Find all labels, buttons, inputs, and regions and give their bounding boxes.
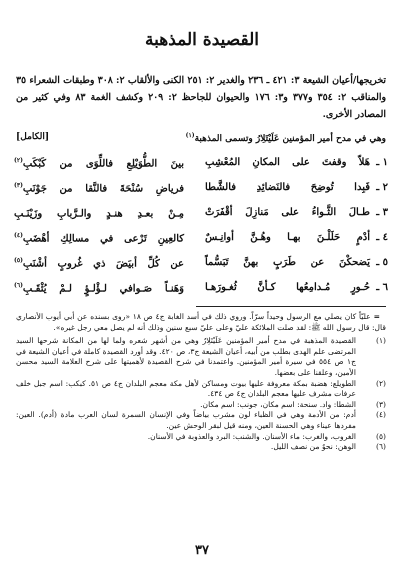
footnote — [16, 410, 386, 431]
footnote-text: الطويلع: هضبة بمكة معروفة عليها بيوت ومساكن لأهل مكة معجم البلدان ج٤ ص ٥١. كبكب: اسم جبل خلف عرفات مشرف عليها معجم البلدان ج٤ ص ٤٣٤. — [16, 378, 356, 399]
verse-number: ٣ ـ — [376, 207, 388, 218]
footnotes — [16, 312, 386, 453]
verse-number: ٤ ـ — [376, 232, 388, 243]
hemistich-text: عن كُلِّ أبيَضَ ذي غُروبٍ أشْنَبِ — [22, 258, 184, 270]
poem — [14, 155, 388, 305]
footnote-ref: (٣) — [14, 182, 23, 189]
footnote — [16, 379, 386, 400]
hemistich-text: وَهَنـاً صَـوافي لـؤْلـؤٍ لـمْ يُثْقَـبِ — [22, 283, 184, 295]
verse-first-hemistich: حُـورٍ مُـدامِعُها كـأنَّ ثُغـورَهـا — [205, 282, 370, 293]
verse — [14, 205, 388, 230]
footnote-number: (٦) — [375, 442, 386, 452]
verse-number: ٦ ـ — [376, 282, 388, 293]
poem-intro-row — [16, 132, 386, 148]
footnote-text: الشطا: واد. سنحة: اسم مكان، جونب: اسم مكان. — [200, 399, 356, 409]
footnote-ref: (٤) — [14, 232, 23, 239]
verse-first-hemistich: فَبِدا تُوضِحَ فالنَضائِدِ فالشَّطا — [205, 182, 370, 193]
footnote-text: الغروب، والغرب: ماء الأسنان. والشنب: البرد والعذوبة في الأسنان. — [147, 431, 356, 441]
footnote-number: (٣) — [375, 399, 386, 409]
hemistich-text: مِـنْ بعـدِ هنـدٍ والـرَّبابِ وزَيْنَـبِ — [14, 208, 184, 220]
poem-intro-text: وهي في مدح أمير المؤمنين عَلَيْتَلِارُ وتسمى المذهبة — [194, 134, 386, 144]
footnote-text: القصيدة المذهبة في مدح أمير المؤمنين عَلَيْتَلِارُ وهي من أشهر شعره ولما لها من المكانة شرحها السيد المرتضى علم الهدى بطلب من أبيه، أعيان الشيعة ج٣، ص ٤٢٠. وقد أورد القصيدة كاملة في أعيان الشيعة في ج١ ص ٥٥٤ في سيرة أمير المؤمنين. واعتمدنا في شرح القصيدة لأهميتها على شرح العلامة السيد محسن الأمين، وعلقنا على بعضها. — [16, 336, 356, 377]
verse-second-hemistich — [14, 157, 184, 169]
page-number: ٣٧ — [195, 543, 209, 558]
verse-second-hemistich — [14, 182, 184, 194]
poem-meter: [الكامل] — [16, 132, 50, 142]
verse-number: ٢ ـ — [376, 182, 388, 193]
footnote — [16, 432, 386, 443]
continuation-mark: = — [373, 312, 380, 321]
footnote-number: (٤) — [375, 410, 386, 420]
footnote — [16, 442, 386, 453]
verse-second-hemistich — [14, 207, 184, 219]
footnote-text: أدم: من الأدمة وهي في الظباء لون مشرب بياضاً وفي الإنسان السمرة لسان العرب مادة (أدم). العين: مفردها عيناء وهي الحسنة العين، ومنه قيل لبقر الوحش عين. — [16, 410, 356, 430]
hemistich-text: بينَ الطُّوَيْلِعِ فاللِّوَى من كَبْكَبِ — [22, 158, 184, 170]
hemistich-text: فرياضِ سُنْحَةَ فالنَّقا من جَوْنَبِ — [22, 183, 184, 195]
footnote-ref: (٦) — [14, 282, 23, 289]
footnote-ref: (١) — [185, 132, 195, 139]
footnote-text: الوهن: نحوٌ من نصف الليل. — [270, 442, 356, 452]
footnote-continuation — [16, 312, 386, 333]
verse-first-hemistich: أدْمٍ حَلَلْـنَ بهـا وهُـنَّ أوانِـسٌ — [205, 232, 370, 243]
verse — [14, 155, 388, 180]
footnote-divider — [196, 306, 386, 307]
sources-paragraph: تخريجها/أعيان الشيعة ٣: ٤٢١ ـ ٢٣٦ والغدير ٢: ٢٥١ الكنى والألقاب ٢: ٣٠٨ وطبقات الشعراء ٣٥ والمناقب ٢: ٣٥٤ و٣٧٧ و٣: ١٧٦ والحيوان للجاحظ ٢: ٢٠٩ وكشف الغمة ٨٣ وفي كثير من المصادر الأخرى. — [16, 75, 387, 120]
footnote-ref: (٥) — [14, 257, 23, 264]
poem-intro — [186, 132, 386, 144]
verse-number: ٥ ـ — [376, 257, 388, 268]
footnote-number: (٥) — [375, 431, 386, 441]
verse — [14, 280, 388, 305]
hemistich-text: كالعِينِ تَرْعى في مسالِكِ أهْضَبِ — [22, 233, 184, 245]
verse-second-hemistich — [14, 257, 184, 269]
continuation-text: عليّاً كان يصلي مع الرسول وحيداً سرّاً. وروي ذلك في أسد الغابة ج٤ ص ١٨ «روى بسنده عن أبي أيوب الأنصاري قال: قال رسول الله ﷺ: لقد صلت الملائكة عليّ وعلى عليّ سبع سنين وذلك أنه لم يصل معي رجل غيره». — [16, 312, 386, 332]
verse-second-hemistich — [14, 232, 184, 244]
verse-second-hemistich — [14, 282, 184, 294]
verse — [14, 255, 388, 280]
footnote — [16, 400, 386, 411]
verse — [14, 180, 388, 205]
footnote-ref: (٢) — [14, 157, 23, 164]
footnote-number: (١) — [375, 336, 386, 346]
verse-first-hemistich: هَلاّ وقفتَ على المكانِ المُعْشِبِ — [205, 157, 370, 168]
footnote — [16, 336, 386, 378]
verse-first-hemistich: طـالَ الثَّـواءُ على مَنازِلَ أقْفَرَتْ — [205, 207, 370, 218]
verse — [14, 230, 388, 255]
verse-number: ١ ـ — [376, 157, 388, 168]
footnote-number: (٢) — [375, 378, 386, 388]
verse-first-hemistich: يَضحكْنَ عن طَرَبٍ بهنَّ تَبَسُّماً — [205, 257, 370, 268]
page-title: القصيدة المذهبة — [145, 30, 259, 50]
